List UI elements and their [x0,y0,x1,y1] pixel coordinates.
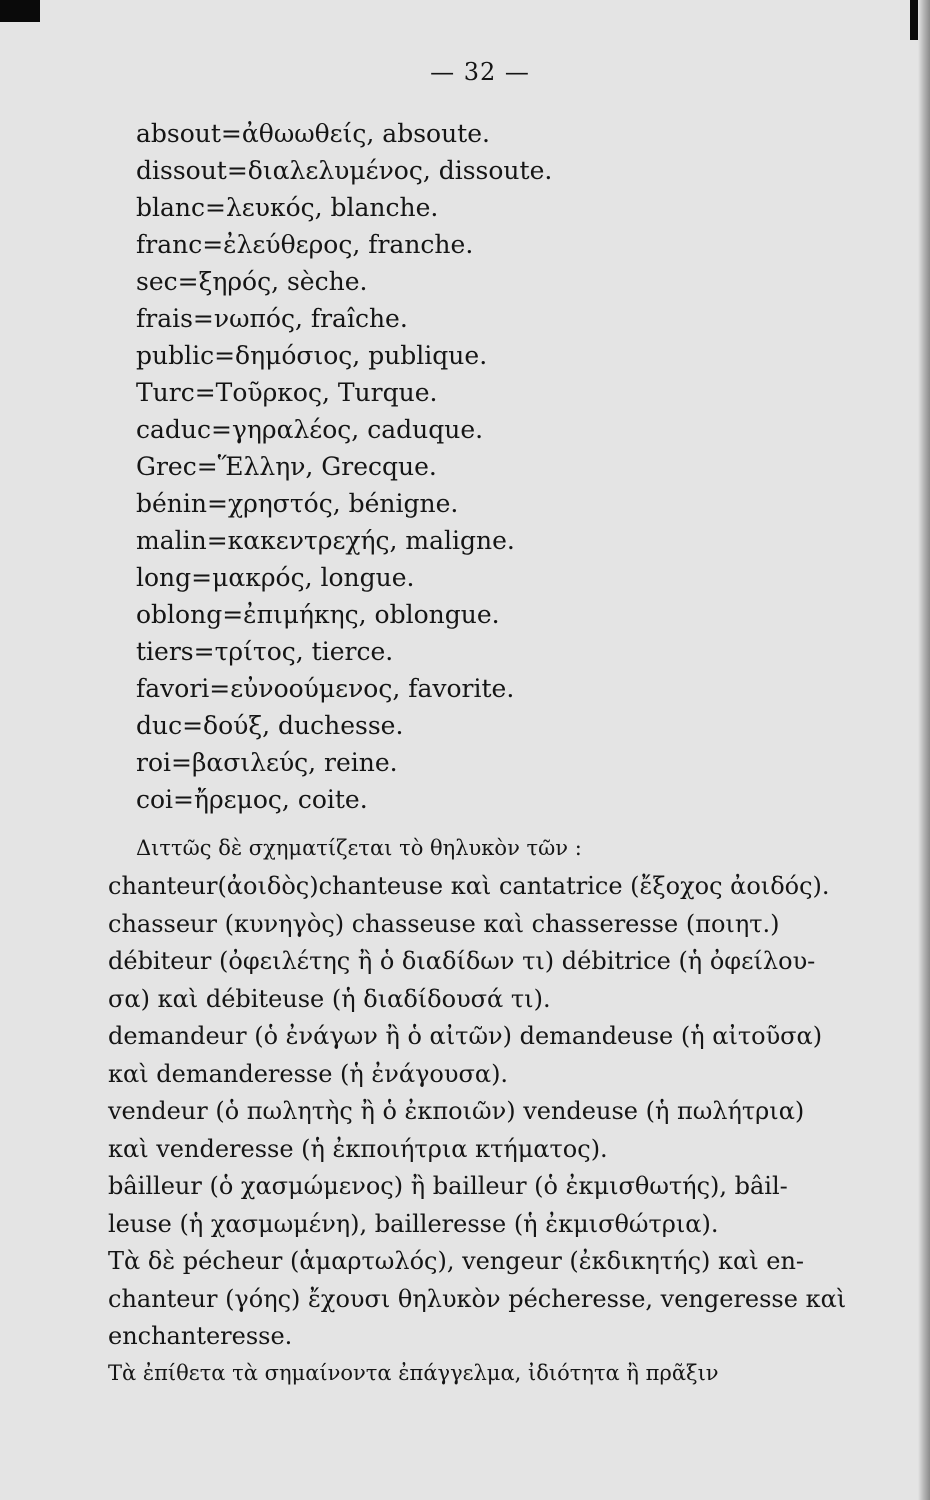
word-entry: franc=ἐλεύθερος, franche. [136,230,474,259]
text-line: débiteur (ὀφειλέτης ἢ ὁ διαδίδων τι) débitrice (ἡ ὀφείλου- [108,947,816,975]
paragraph-chanteur [108,868,876,1018]
paragraph-vendeur [108,1093,876,1168]
text-line: Τὰ δὲ pécheur (ἁμαρτωλός), vengeur (ἐκδικητής) καὶ en- [108,1247,805,1275]
text-line: chasseur (κυνηγὸς) chasseuse καὶ chasseresse (ποιητ.) [108,909,780,938]
word-entry: public=δημόσιος, publique. [136,341,488,370]
word-entry: tiers=τρίτος, tierce. [136,637,394,666]
word-entry: dissout=διαλελυμένος, dissoute. [136,156,553,185]
word-entry: roi=βασιλεύς, reine. [136,748,398,777]
text-line: demandeur (ὁ ἐνάγων ἢ ὁ αἰτῶν) demandeuse (ἡ αἰτοῦσα) [108,1022,823,1050]
word-entry: bénin=χρηστός, bénigne. [136,489,459,518]
word-list [136,115,876,818]
word-entry: favori=εὐνοούμενος, favorite. [136,674,515,703]
page-edge-shadow [918,0,930,1500]
text-line: σα) καὶ débiteuse (ἡ διαδίδουσά τι). [108,984,551,1013]
text-line: καὶ demanderesse (ἡ ἐνάγουσα). [108,1059,509,1088]
word-entry: caduc=γηραλέος, caduque. [136,415,484,444]
text-line: leuse (ἡ χασμωμένη), bailleresse (ἡ ἐκμισθώτρια). [108,1209,719,1238]
word-entry: oblong=ἐπιμήκης, oblongue. [136,600,500,629]
paragraph-demandeur [108,1018,876,1093]
text-line: chanteur(ἀοιδὸς)chanteuse καὶ cantatrice (ἔξοχος ἀοιδός). [108,872,830,900]
paragraph-pecheur [108,1243,876,1356]
word-entry: duc=δούξ, duchesse. [136,711,404,740]
text-line: enchanteresse. [108,1322,293,1350]
intro-line: Διττῶς δὲ σχηματίζεται τὸ θηλυκὸν τῶν : [136,836,582,860]
text-line: chanteur (γόης) ἔχουσι θηλυκὸν pécheresse, vengeresse καὶ [108,1284,847,1313]
word-entry: Turc=Τοῦρκος, Turque. [136,378,438,407]
word-entry: long=μακρός, longue. [136,563,415,592]
page-number: — 32 — [430,58,530,86]
text-line: καὶ venderesse (ἡ ἐκποιήτρια κτήματος). [108,1134,608,1163]
word-entry: malin=κακεντρεχής, maligne. [136,526,515,555]
word-entry: frais=νωπός, fraîche. [136,304,408,333]
paragraph-bailleur [108,1168,876,1243]
word-entry: coi=ἤρεμος, coite. [136,785,368,814]
word-entry: sec=ξηρός, sèche. [136,267,368,296]
text-line: vendeur (ὁ πωλητὴς ἢ ὁ ἐκποιῶν) vendeuse (ἡ πωλήτρια) [108,1097,805,1125]
text-line: bâilleur (ὁ χασμώμενος) ἢ bailleur (ὁ ἐκμισθωτής), bâil- [108,1172,788,1200]
scan-edge-top-left [0,0,40,22]
last-line: Τὰ ἐπίθετα τὰ σημαίνοντα ἐπάγγελμα, ἰδιότητα ἢ πρᾶξιν [108,1361,719,1385]
word-entry: Grec=Ἕλλην, Grecque. [136,452,437,481]
word-entry: absout=ἀθωωθείς, absoute. [136,119,490,148]
word-entry: blanc=λευκός, blanche. [136,193,439,222]
